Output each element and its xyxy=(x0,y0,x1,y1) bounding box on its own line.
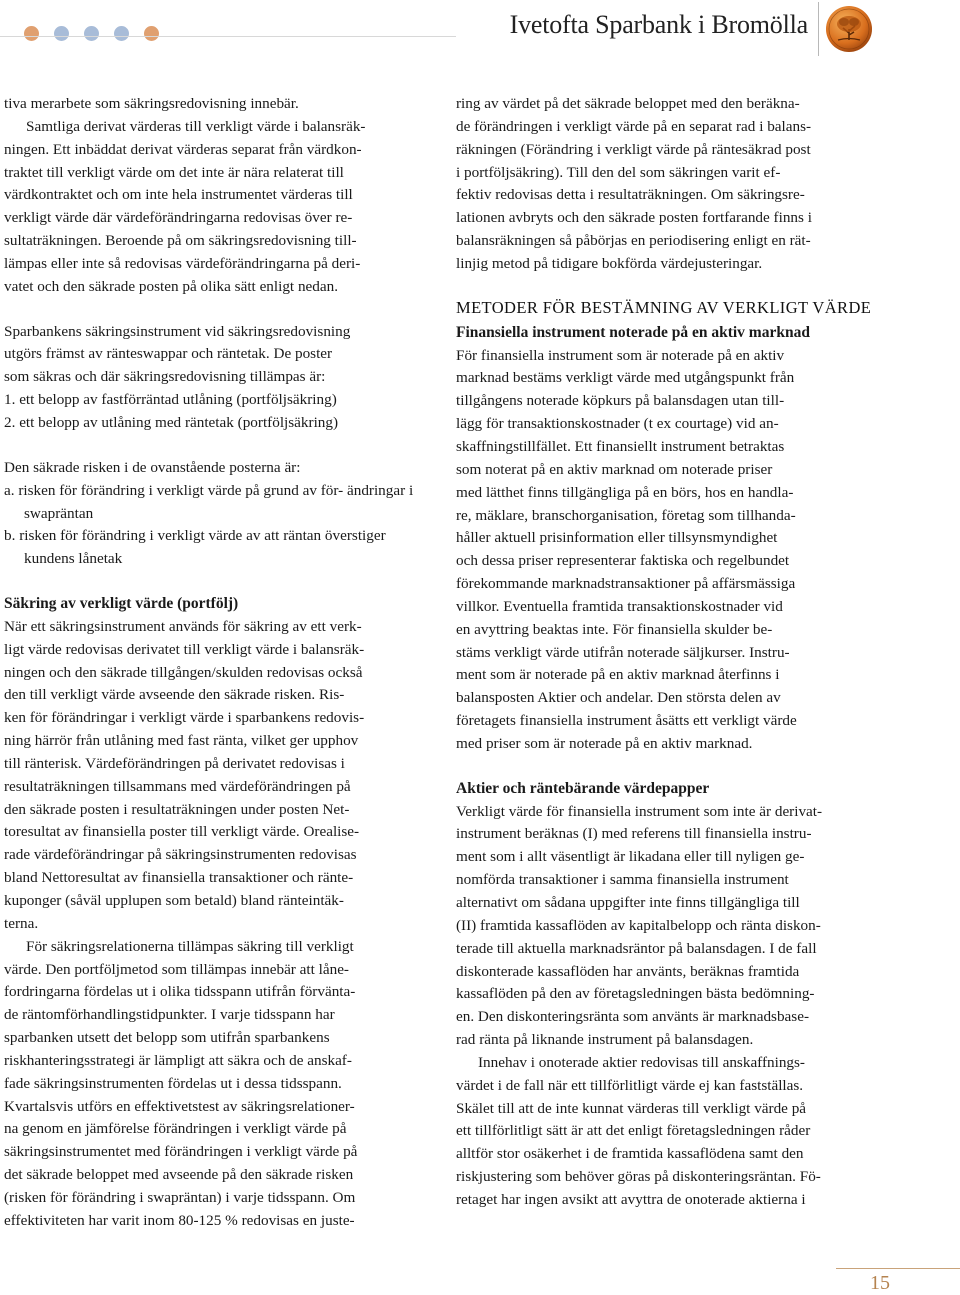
dot-1 xyxy=(24,26,39,41)
dot-3 xyxy=(84,26,99,41)
text-line: re, mäklare, branschorganisation, företag som tillhanda- xyxy=(456,506,796,524)
text-line: Sparbankens säkringsinstrument vid säkringsredovisning xyxy=(4,322,351,340)
text-line: Verkligt värde för finansiella instrument som inte är derivat- xyxy=(456,802,823,820)
text-line: instrument beräknas (I) med referens till finansiella instru- xyxy=(456,825,812,843)
text-line: fade säkringsinstrumenten fördelas ut i dessa tidsspann. xyxy=(4,1074,342,1092)
text-line: Den säkrade risken i de ovanstående posterna är: xyxy=(4,458,301,476)
section-heading: Finansiella instrument noterade på en aktiv marknad xyxy=(456,323,810,341)
text-line: ningen. Ett inbäddat derivat värderas separat från värdkon- xyxy=(4,140,362,158)
text-line: Innehav i onoterade aktier redovisas till anskaffnings- xyxy=(478,1053,805,1071)
text-line: de förändringen i verkligt värde på en separat rad i balans- xyxy=(456,117,812,135)
header-divider xyxy=(818,2,819,56)
page-number: 15 xyxy=(870,1272,890,1294)
text-line: (risken för förändring i swapräntan) i varje tidsspann. Om xyxy=(4,1188,356,1206)
footer-rule xyxy=(836,1268,960,1269)
text-line: tillgångens noterade köpkurs på balansdagen utan till- xyxy=(456,392,785,410)
text-line: rade värdeförändringar på säkringsinstrumenten redovisas xyxy=(4,846,357,864)
text-line: den säkrade posten i resultaträkningen under posten Net- xyxy=(4,800,350,818)
text-line: terade till aktuella marknadsräntor på balansdagen. I de fall xyxy=(456,939,817,957)
text-line: balansräkningen så påbörjas en periodisering enligt en rät- xyxy=(456,232,811,250)
header-rule xyxy=(0,36,456,37)
text-line: linjig metod på tidigare bokförda värdejusteringar. xyxy=(456,254,763,272)
text-line: ning härrör från utlåning med fast ränta, vilket ger upphov xyxy=(4,732,359,750)
text-line: som säkras och där säkringsredovisning tillämpas är: xyxy=(4,368,326,386)
text-line: riskhanteringsstrategi är lämpligt att säkra och de anskaf- xyxy=(4,1051,352,1069)
text-line: värdkontraktet och om inte hela instrumentet värderas till xyxy=(4,186,353,204)
text-line: säkringsinstrumentet med förändringen i verkligt värde på xyxy=(4,1143,358,1161)
text-line: (II) framtida kassaflöden av kapitalbelopp och ränta diskon- xyxy=(456,916,821,934)
section-heading: Aktier och räntebärande värdepapper xyxy=(456,779,710,797)
text-line: När ett säkringsinstrument används för säkring av ett verk- xyxy=(4,617,362,635)
text-line: med priser som är noterade på en aktiv marknad. xyxy=(456,734,753,752)
text-line: effektiviteten har varit inom 80-125 % redovisas en juste- xyxy=(4,1211,355,1229)
text-line: fektiv redovisas detta i resultaträkningen. Om säkringsre- xyxy=(456,186,805,204)
text-line: och dessa priser representerar faktiska och regelbundet xyxy=(456,552,790,570)
text-line: tiva merarbete som säkringsredovisning innebär. xyxy=(4,95,299,112)
text-line: stäms verkligt värde utifrån noterade säljkurser. Instru- xyxy=(456,643,790,661)
list-item: 2. ett belopp av utlåning med räntetak (portföljsäkring) xyxy=(4,413,339,431)
text-line: som noterat på en aktiv marknad om noterade priser xyxy=(456,460,773,478)
text-line: ett tillförlitligt sätt är att det enligt företagsledningen råder xyxy=(456,1122,811,1140)
text-line: För finansiella instrument som är noterade på en aktiv xyxy=(456,346,785,364)
text-line: alternativt om sådana uppgifter inte finns tillgängliga till xyxy=(456,894,800,911)
text-line: det säkrade beloppet med avseende på den säkrade risken xyxy=(4,1166,354,1184)
right-column xyxy=(456,93,876,1212)
text-line: företagets finansiella instrument åsätts ett verkligt värde xyxy=(456,712,797,730)
text-line: ken för förändringar i verkligt värde i sparbankens redovis- xyxy=(4,709,365,727)
tree-logo-icon xyxy=(824,4,874,54)
text-line: lämpas eller inte så redovisas värdeförändringarna på deri- xyxy=(4,254,361,272)
text-line: ment som är noterade på en aktiv marknad återfinns i xyxy=(456,666,780,684)
text-line: ningen och den säkrade tillgången/skulden redovisas också xyxy=(4,663,363,681)
dot-2 xyxy=(54,26,69,41)
text-line: sparbanken utsett det belopp som utifrån sparbankens xyxy=(4,1029,330,1047)
text-line: räkningen (Förändring i verkligt värde på räntesäkrad post xyxy=(456,140,811,158)
section-heading: Säkring av verkligt värde (portfölj) xyxy=(4,595,239,613)
text-line: marknad bestäms verkligt värde med utgångspunkt från xyxy=(456,369,795,387)
text-line: förekommande marknadstransaktioner på affärsmässiga xyxy=(456,575,796,593)
text-line: med lätthet finns tillgängliga på en börs, hos en handla- xyxy=(456,483,794,501)
text-line: alltför stor osäkerhet i de framtida kassaflödena samt den xyxy=(456,1145,804,1163)
dot-4 xyxy=(114,26,129,41)
text-line: rad ränta på liknande instrument på balansdagen. xyxy=(456,1031,754,1049)
text-line: till ränterisk. Värdeförändringen på derivatet redovisas i xyxy=(4,754,345,772)
text-line: Kvartalsvis utförs en effektivetstest av säkringsrelationer- xyxy=(4,1097,355,1115)
text-line: sultaträkningen. Beroende på om säkringsredovisning till- xyxy=(4,232,357,250)
text-line: retaget har ingen avsikt att avyttra de onoterade aktierna i xyxy=(456,1190,806,1208)
section-heading-caps: METODER FÖR BESTÄMNING AV VERKLIGT VÄRDE xyxy=(456,297,872,317)
text-line: nomförda transaktioner i samma finansiella instrument xyxy=(456,871,789,889)
text-line: ment som i allt väsentligt är likadana eller till nyligen ge- xyxy=(456,848,805,866)
text-line: skaffningstillfället. Ett finansiellt instrument betraktas xyxy=(456,437,785,455)
text-line: de räntomförhandlingstidpunkter. I varje tidsspann har xyxy=(4,1006,335,1024)
text-line: riskjustering som behöver göras på diskonteringsräntan. Fö- xyxy=(456,1168,821,1186)
left-column xyxy=(4,93,422,1233)
text-line: ligt värde redovisas derivatet till verkligt värde i balansräk- xyxy=(4,640,365,658)
dot-5 xyxy=(144,26,159,41)
text-line: kuponger (såväl upplupen som betald) bland ränteintäk- xyxy=(4,892,344,909)
text-line: verkligt värde där värdeförändringarna redovisas över re- xyxy=(4,209,353,227)
text-line: resultaträkningen tillsammans med värdeförändringen på xyxy=(4,777,351,795)
text-line: kassaflöden på den av företagsledningen bästa bedömning- xyxy=(456,985,815,1003)
text-line: utgörs främst av ränteswappar och räntetak. De poster xyxy=(4,345,333,363)
text-line: en avyttring beaktas inte. För finansiella skulder be- xyxy=(456,620,773,638)
text-line: den till verkligt värde avseende den säkrade risken. Ris- xyxy=(4,686,345,704)
text-line: ring av värdet på det säkrade beloppet med den beräkna- xyxy=(456,95,800,112)
text-line: traktet till verkligt värde om det inte är nära relaterat till xyxy=(4,163,344,181)
page-header xyxy=(0,0,960,80)
text-line: Samtliga derivat värderas till verkligt värde i balansräk- xyxy=(26,117,366,135)
text-line: lägg för transaktionskostnader (t ex courtage) vid an- xyxy=(456,415,779,433)
text-line: lationen avbryts och den säkrade posten fortfarande finns i xyxy=(456,209,812,227)
decorative-dots xyxy=(24,26,159,41)
text-line: diskonterade kassaflöden har använts, beräknas framtida xyxy=(456,962,800,980)
bank-title: Ivetofta Sparbank i Bromölla xyxy=(509,10,808,39)
text-line: För säkringsrelationerna tillämpas säkring till verkligt xyxy=(26,937,354,955)
text-line: terna. xyxy=(4,914,39,932)
text-line: värde. Den portföljmetod som tillämpas innebär att låne- xyxy=(4,960,349,978)
text-line: i portföljsäkring). Till den del som säkringen varit ef- xyxy=(456,163,781,181)
text-line: fordringarna fördelas ut i olika tidsspann utifrån förvänta- xyxy=(4,983,356,1001)
text-line: toresultat av finansiella poster till verkligt värde. Orealise- xyxy=(4,823,360,841)
text-line: bland Nettoresultat av finansiella transaktioner och ränte- xyxy=(4,869,354,887)
text-line: håller aktuell prisinformation eller tillsynsmyndighet xyxy=(456,529,778,547)
text-line: vatet och den säkrade posten på olika sätt enligt nedan. xyxy=(4,277,339,295)
text-line: balansposten Aktier och andelar. Den största delen av xyxy=(456,689,781,707)
text-line: värdet i de fall när ett tillförlitligt värde ej kan fastställas. xyxy=(456,1076,804,1094)
text-line: na genom en jämförelse förändringen i verkligt värde på xyxy=(4,1120,347,1138)
list-item: 1. ett belopp av fastförräntad utlåning (portföljsäkring) xyxy=(4,391,337,409)
text-line: villkor. Eventuella framtida transaktionskostnader vid xyxy=(456,597,783,615)
text-line: en. Den diskonteringsränta som använts är marknadsbase- xyxy=(456,1008,810,1026)
list-item: a. risken för förändring i verkligt värde på grund av för- ändringar i swapräntan xyxy=(4,481,414,522)
list-item: b. risken för förändring i verkligt värde av att räntan överstiger kundens lånetak xyxy=(4,527,386,568)
text-line: Skälet till att de inte kunnat värderas till verkligt värde på xyxy=(456,1099,807,1117)
